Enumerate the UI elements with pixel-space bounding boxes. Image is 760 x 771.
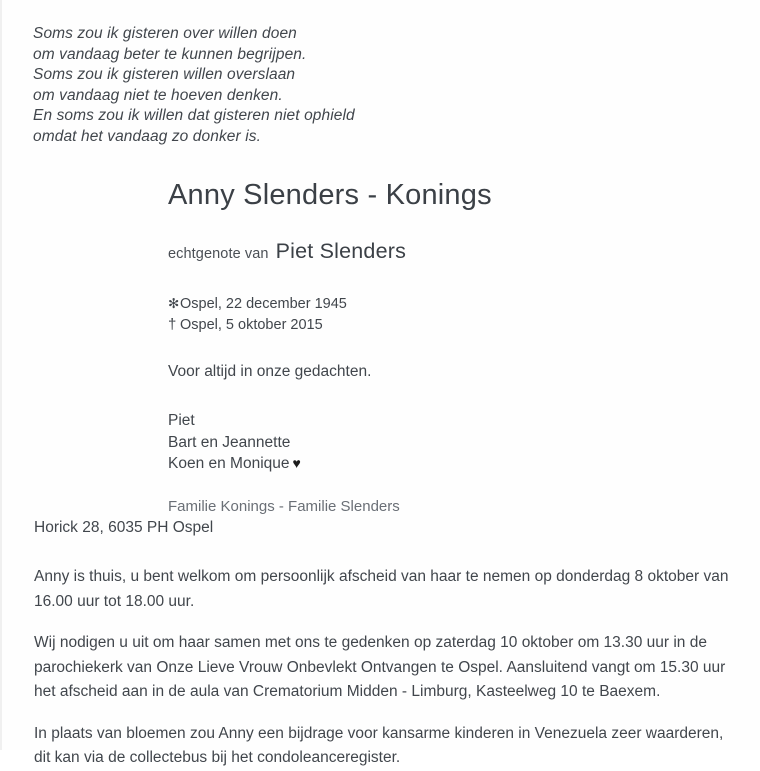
birth-text: Ospel, 22 december 1945 [180,296,347,312]
families-line: Familie Konings - Familie Slenders [168,497,400,515]
poem-line: En soms zou ik willen dat gisteren niet ophield [33,107,355,125]
survivors-list [168,410,728,475]
survivor-item-with-heart [168,453,728,475]
poem-block [33,24,355,148]
birth-star-icon: ✻ [168,296,180,311]
survivor-item: Piet [168,412,195,429]
spouse-name: Piet Slenders [275,239,407,263]
remembrance-text: Voor altijd in onze gedachten. [168,363,372,380]
poem-line: omdat het vandaag zo donker is. [33,127,261,145]
death-row [168,315,728,336]
poem-line: om vandaag niet te hoeven denken. [33,86,283,104]
memorial-block [168,178,728,517]
practical-info-block [34,517,734,771]
life-dates [168,294,728,335]
info-paragraph-service: Wij nodigen u uit om haar samen met ons te gedenken op zaterdag 10 oktober om 13.30 uur in de parochiekerk van Onze Lieve Vrouw Onbevlekt Ontvangen te Ospel. Aansluitend vangt om 15.30 uur het afscheid aan in de aula van Crematorium Midden - Limburg, Kasteelweg 10 te Baexem. [34,634,726,700]
spouse-line [168,238,728,267]
birth-row [168,294,728,315]
poem-line: om vandaag beter te kunnen begrijpen. [33,45,307,63]
survivor-item: Bart en Jeannette [168,433,291,451]
info-paragraph-donations: In plaats van bloemen zou Anny een bijdrage voor kansarme kinderen in Venezuela zeer waarderen, dit kan via de collectebus bij het condoleanceregister. [34,724,724,766]
poem-line: Soms zou ik gisteren willen overslaan [33,66,296,84]
info-paragraph-visitation: Anny is thuis, u bent welkom om persoonlijk afscheid van haar te nemen op donderdag 8 oktober van 16.00 uur tot 18.00 uur. [34,568,729,610]
death-dagger-icon: † [168,315,177,333]
spouse-prefix-label: echtgenote van [168,246,269,262]
deceased-name: Anny Slenders - Konings [168,179,492,211]
heart-icon: ♥ [292,455,301,471]
death-text: Ospel, 5 oktober 2015 [180,316,323,333]
survivor-item-label: Koen en Monique [168,455,290,472]
poem-line: Soms zou ik gisteren over willen doen [33,25,297,42]
address-line: Horick 28, 6035 PH Ospel [34,519,214,536]
